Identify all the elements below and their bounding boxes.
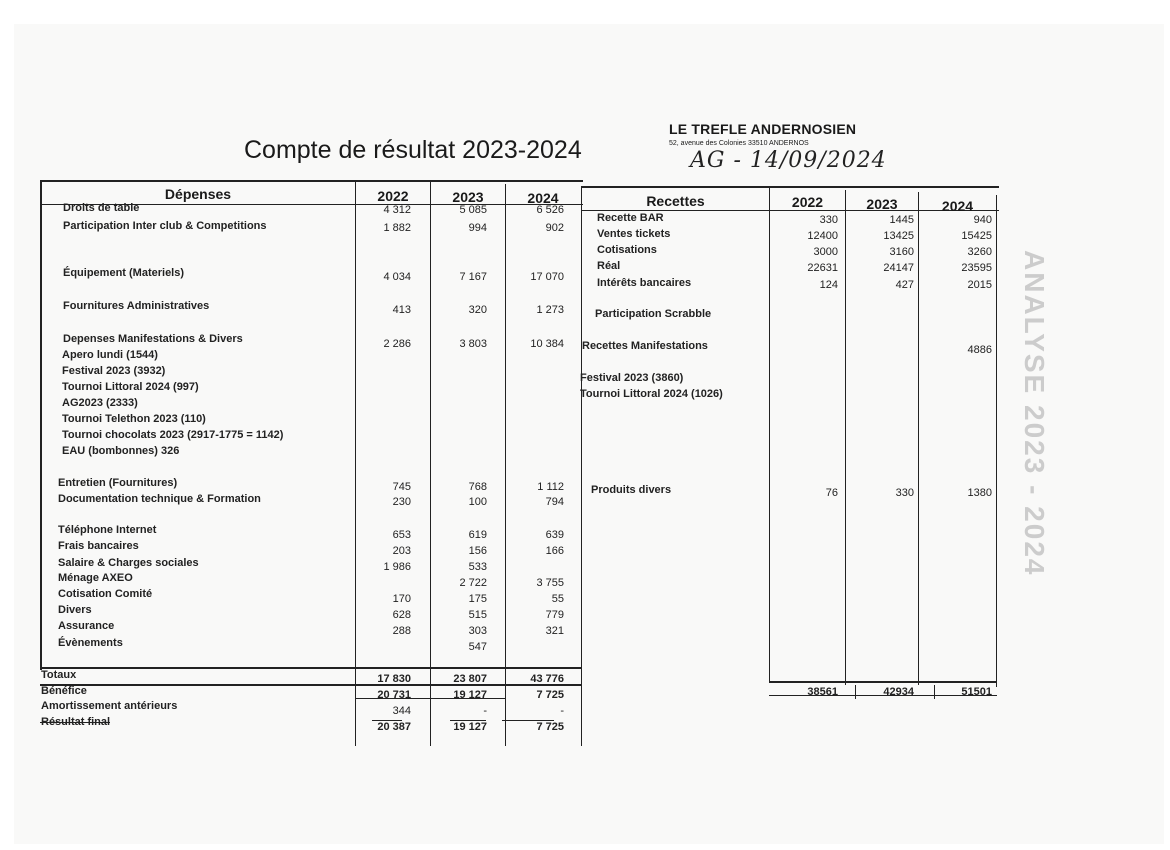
depense-value-2024: 321 (545, 625, 564, 637)
recette-value-2022: 124 (819, 279, 838, 291)
depense-value-2024: 1 112 (537, 481, 564, 493)
depense-value-2023: 619 (468, 529, 487, 541)
recette-total-2022: 38561 (807, 686, 838, 698)
depense-value-2023: 994 (468, 222, 487, 234)
recette-row-label: Participation Scrabble (595, 308, 712, 320)
depense-value-2024: 166 (545, 545, 564, 557)
recette-total-2024: 51501 (961, 686, 992, 698)
depense-value-2024: 639 (545, 529, 564, 541)
summary-benefice-2022: 20 731 (377, 689, 411, 701)
summary-label-resultat: Résultat final (41, 716, 111, 728)
depense-value-2024: 6 526 (536, 204, 564, 216)
depense-value-2022: 745 (392, 481, 411, 493)
recette-value-2023: 427 (895, 279, 914, 291)
depense-value-2022: 1 882 (383, 222, 411, 234)
recette-row-label: Cotisations (597, 244, 657, 256)
recettes-year-2023: 2023 (866, 196, 898, 212)
depense-value-2023: 175 (468, 593, 487, 605)
depense-row-label: EAU (bombonnes) 326 (62, 445, 180, 457)
depense-row-label: Tournoi chocolats 2023 (2917-1775 = 1142) (62, 429, 284, 441)
depense-row-label: Festival 2023 (3932) (62, 365, 166, 377)
depense-value-2023: 7 167 (459, 271, 487, 283)
depense-value-2024: 10 384 (530, 338, 564, 350)
table-rule (581, 186, 582, 746)
recette-row-label: Tournoi Littoral 2024 (1026) (580, 388, 723, 400)
recette-value-2024: 2015 (967, 279, 992, 291)
depense-row-label: Depenses Manifestations & Divers (63, 333, 243, 345)
depense-value-2022: 170 (392, 593, 411, 605)
depense-row-label: Participation Inter club & Competitions (63, 220, 267, 232)
depense-value-2024: 779 (545, 609, 564, 621)
depense-value-2022: 628 (392, 609, 411, 621)
table-rule (40, 180, 583, 182)
depense-value-2023: 100 (468, 496, 487, 508)
recette-row-label: Recette BAR (597, 212, 664, 224)
summary-totaux-2022: 17 830 (377, 673, 411, 685)
table-rule (40, 180, 42, 670)
depenses-year-2023: 2023 (452, 189, 484, 205)
recette-value-2022: 76 (825, 487, 838, 499)
summary-amortissement-2024: - (560, 705, 564, 717)
depense-row-label: Évènements (58, 637, 123, 649)
depense-row-label: Cotisation Comité (58, 588, 153, 600)
depense-value-2024: 17 070 (530, 271, 564, 283)
recette-value-2023: 13425 (883, 230, 914, 242)
recette-value-2022: 22631 (807, 262, 838, 274)
recette-value-2023: 3160 (889, 246, 914, 258)
depense-value-2023: 156 (468, 545, 487, 557)
recette-value-2022: 3000 (813, 246, 838, 258)
depense-value-2023: 2 722 (459, 577, 487, 589)
recettes-year-2024: 2024 (941, 198, 974, 214)
depense-value-2023: 3 803 (459, 338, 487, 350)
recette-row-label: Festival 2023 (3860) (580, 372, 684, 384)
summary-resultat-2023: 19 127 (453, 721, 487, 733)
depense-row-label: Tournoi Littoral 2024 (997) (62, 381, 199, 393)
recette-value-2024: 940 (973, 214, 992, 226)
depense-value-2023: 320 (468, 304, 487, 316)
recette-value-2024: 1380 (967, 487, 992, 499)
summary-resultat-2022: 20 387 (377, 721, 411, 733)
depense-value-2022: 203 (392, 545, 411, 557)
depense-value-2022: 4 034 (383, 271, 411, 283)
depense-row-label: Apero lundi (1544) (62, 349, 158, 361)
depenses-year-2024: 2024 (527, 190, 559, 206)
table-rule (40, 667, 581, 669)
summary-benefice-2024: 7 725 (536, 689, 564, 701)
depense-value-2024: 1 273 (536, 304, 564, 316)
summary-totaux-2024: 43 776 (530, 673, 564, 685)
depense-row-label: Entretien (Fournitures) (58, 477, 178, 489)
depense-value-2023: 768 (468, 481, 487, 493)
table-rule (996, 195, 997, 687)
recette-value-2023: 330 (895, 487, 914, 499)
depense-row-label: Tournoi Telethon 2023 (110) (62, 413, 206, 425)
handwritten-note: AG - 14/09/2024 (690, 148, 887, 173)
summary-totaux-2023: 23 807 (453, 673, 487, 685)
table-rule (40, 684, 581, 686)
recette-value-2023: 1445 (889, 214, 914, 226)
depense-row-label: Droits de table (63, 202, 140, 214)
bleed-through-text: ANALYSE 2023 - 2024 (1019, 250, 1050, 577)
depense-row-label: Salaire & Charges sociales (58, 557, 199, 569)
recette-row-label: Intérêts bancaires (597, 277, 692, 289)
depense-value-2022: 4 312 (383, 204, 411, 216)
organization-address: 52, avenue des Colonies 33510 ANDERNOS (669, 140, 809, 147)
depense-value-2023: 5 085 (459, 204, 487, 216)
summary-amortissement-2022: 344 (392, 705, 411, 717)
depenses-year-2022: 2022 (377, 188, 409, 204)
depense-row-label: Téléphone Internet (58, 524, 157, 536)
depense-row-label: Frais bancaires (58, 540, 139, 552)
depense-row-label: Équipement (Materiels) (63, 267, 185, 279)
organization-name: LE TREFLE ANDERNOSIEN (669, 121, 857, 137)
recette-value-2024: 4886 (967, 344, 992, 356)
depense-value-2023: 547 (468, 641, 487, 653)
depense-value-2022: 413 (392, 304, 411, 316)
table-rule (505, 184, 506, 746)
recettes-year-2022: 2022 (791, 194, 824, 210)
recette-value-2024: 15425 (961, 230, 992, 242)
depenses-header: Dépenses (164, 186, 232, 202)
depense-value-2024: 3 755 (536, 577, 564, 589)
recette-value-2022: 330 (819, 214, 838, 226)
recette-row-label: Réal (597, 260, 621, 272)
depense-row-label: Divers (58, 604, 92, 616)
depense-value-2023: 515 (468, 609, 487, 621)
summary-label-benefice: Bénéfice (41, 685, 87, 697)
recette-value-2022: 12400 (807, 230, 838, 242)
summary-resultat-2024: 7 725 (536, 721, 564, 733)
recette-row-label: Ventes tickets (597, 228, 671, 240)
recette-value-2024: 23595 (961, 262, 992, 274)
table-rule (581, 186, 999, 188)
depense-value-2022: 230 (392, 496, 411, 508)
table-rule (769, 681, 997, 683)
recette-row-label: Produits divers (591, 484, 672, 496)
depense-row-label: Fournitures Administratives (63, 300, 210, 312)
depense-row-label: Ménage AXEO (58, 572, 133, 584)
depense-value-2022: 1 986 (383, 561, 411, 573)
table-rule (430, 182, 431, 746)
depense-value-2022: 2 286 (383, 338, 411, 350)
recette-value-2024: 3260 (967, 246, 992, 258)
depense-value-2024: 55 (551, 593, 564, 605)
depense-value-2023: 303 (468, 625, 487, 637)
depense-value-2022: 288 (392, 625, 411, 637)
summary-label-amortissement: Amortissement antérieurs (41, 700, 178, 712)
page-title: Compte de résultat 2023-2024 (244, 136, 582, 164)
recette-total-2023: 42934 (883, 686, 914, 698)
summary-benefice-2023: 19 127 (453, 689, 487, 701)
depense-value-2023: 533 (468, 561, 487, 573)
depense-row-label: AG2023 (2333) (62, 397, 138, 409)
depense-value-2024: 794 (545, 496, 564, 508)
table-rule (355, 180, 356, 746)
recette-row-label: Recettes Manifestations (582, 340, 708, 352)
depense-row-label: Assurance (58, 620, 115, 632)
recettes-header: Recettes (646, 193, 705, 209)
depense-row-label: Documentation technique & Formation (58, 493, 261, 505)
recette-value-2023: 24147 (883, 262, 914, 274)
depense-value-2022: 653 (392, 529, 411, 541)
summary-label-totaux: Totaux (41, 669, 77, 681)
summary-amortissement-2023: - (483, 705, 487, 717)
depense-value-2024: 902 (545, 222, 564, 234)
